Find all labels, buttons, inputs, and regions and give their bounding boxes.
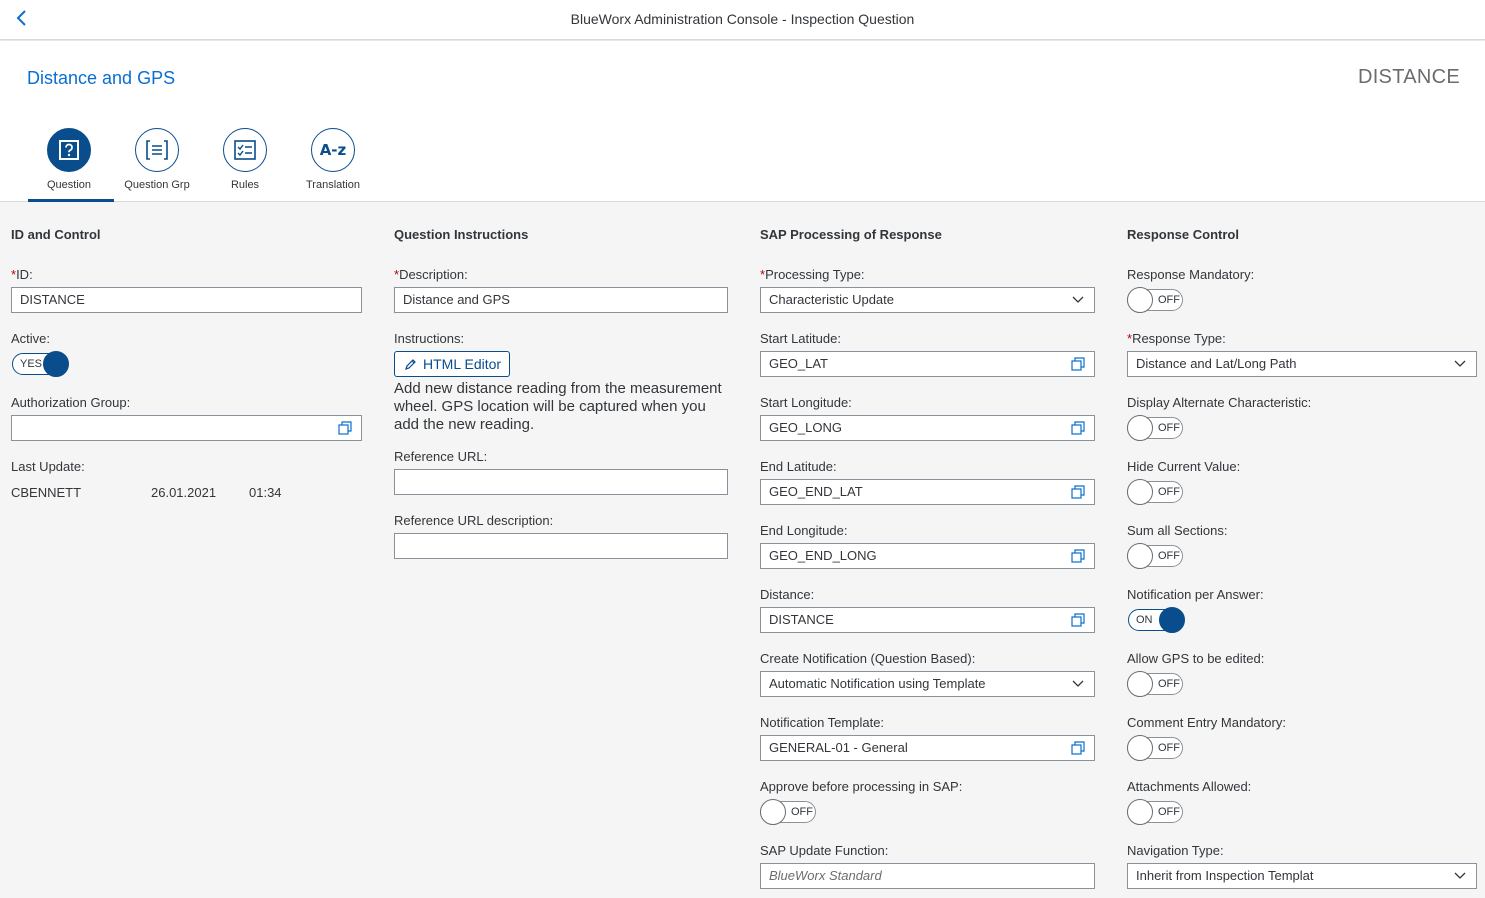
chevron-down-icon: [1454, 359, 1466, 369]
attachments-label: Attachments Allowed:: [1127, 779, 1252, 794]
start-latitude-field[interactable]: GEO_LAT: [760, 351, 1095, 377]
translation-icon: A-z: [311, 128, 355, 172]
end-longitude-field[interactable]: GEO_END_LONG: [760, 543, 1095, 569]
html-editor-button[interactable]: HTML Editor: [394, 351, 510, 377]
section-title: Response Control: [1127, 227, 1239, 242]
reference-url-field[interactable]: [394, 469, 728, 495]
update-function-field[interactable]: BlueWorx Standard: [760, 863, 1095, 889]
value-help-icon[interactable]: [1071, 421, 1085, 435]
reference-url-description-label: Reference URL description:: [394, 513, 554, 528]
hide-current-label: Hide Current Value:: [1127, 459, 1241, 474]
tab-rules[interactable]: [201, 128, 289, 202]
notification-per-answer-switch[interactable]: ON: [1128, 607, 1186, 633]
sum-sections-switch[interactable]: OFF: [1127, 543, 1185, 569]
tab-question-grp[interactable]: [113, 128, 201, 202]
response-type-select[interactable]: Distance and Lat/Long Path: [1127, 351, 1477, 377]
tab-active-indicator: [28, 199, 114, 202]
response-mandatory-switch[interactable]: OFF: [1127, 287, 1185, 313]
chevron-down-icon: [1072, 295, 1084, 305]
shell-bar: [0, 0, 1485, 40]
update-function-label: SAP Update Function:: [760, 843, 889, 858]
hide-current-switch[interactable]: OFF: [1127, 479, 1185, 505]
end-latitude-field[interactable]: GEO_END_LAT: [760, 479, 1095, 505]
section-title: ID and Control: [11, 227, 101, 242]
display-alternate-switch[interactable]: OFF: [1127, 415, 1185, 441]
instructions-label: Instructions:: [394, 331, 465, 346]
notification-per-answer-label: Notification per Answer:: [1127, 587, 1264, 602]
section-title: SAP Processing of Response: [760, 227, 942, 242]
reference-url-description-field[interactable]: [394, 533, 728, 559]
allow-gps-switch[interactable]: OFF: [1127, 671, 1185, 697]
chevron-down-icon: [1072, 679, 1084, 689]
active-label: Active:: [11, 331, 51, 346]
response-mandatory-label: Response Mandatory:: [1127, 267, 1255, 282]
create-notification-label: Create Notification (Question Based):: [760, 651, 976, 666]
object-id: DISTANCE: [1357, 66, 1460, 88]
processing-type-label: *Processing Type:: [760, 267, 865, 282]
processing-type-select[interactable]: Characteristic Update: [760, 287, 1095, 313]
page-title: Distance and GPS: [27, 68, 176, 88]
last-update-label: Last Update:: [11, 459, 85, 474]
last-update-time: 01:34: [249, 485, 282, 500]
approve-label: Approve before processing in SAP:: [760, 779, 963, 794]
distance-field[interactable]: DISTANCE: [760, 607, 1095, 633]
attachments-switch[interactable]: OFF: [1127, 799, 1185, 825]
section-title: Question Instructions: [394, 227, 529, 242]
start-longitude-field[interactable]: GEO_LONG: [760, 415, 1095, 441]
value-help-icon[interactable]: [1071, 613, 1085, 627]
description-field[interactable]: Distance and GPS: [394, 287, 728, 313]
display-alternate-label: Display Alternate Characteristic:: [1127, 395, 1312, 410]
comment-mandatory-label: Comment Entry Mandatory:: [1127, 715, 1286, 730]
create-notification-select[interactable]: Automatic Notification using Template: [760, 671, 1095, 697]
id-field[interactable]: DISTANCE: [11, 287, 362, 313]
auth-group-field[interactable]: [11, 415, 362, 441]
tab-label: Translation: [305, 179, 360, 191]
last-update-user: CBENNETT: [11, 485, 82, 500]
auth-group-label: Authorization Group:: [11, 395, 131, 410]
navigation-type-select[interactable]: Inherit from Inspection Templat: [1127, 863, 1477, 889]
tab-label: Rules: [230, 179, 260, 191]
tab-translation[interactable]: [289, 128, 377, 202]
comment-mandatory-switch[interactable]: OFF: [1127, 735, 1185, 761]
object-header: [0, 41, 1485, 202]
active-switch[interactable]: YES: [12, 351, 70, 377]
sum-sections-label: Sum all Sections:: [1127, 523, 1228, 538]
app-title: BlueWorx Administration Console - Inspection Question: [570, 11, 915, 27]
start-longitude-label: Start Longitude:: [760, 395, 852, 410]
notification-template-label: Notification Template:: [760, 715, 885, 730]
notification-template-field[interactable]: GENERAL-01 - General: [760, 735, 1095, 761]
response-type-label: *Response Type:: [1127, 331, 1226, 346]
start-latitude-label: Start Latitude:: [760, 331, 841, 346]
tab-label: Question: [46, 179, 92, 191]
end-longitude-label: End Longitude:: [760, 523, 848, 538]
value-help-icon[interactable]: [1071, 549, 1085, 563]
value-help-icon[interactable]: [1071, 357, 1085, 371]
navigation-type-label: Navigation Type:: [1127, 843, 1224, 858]
question-icon: [47, 128, 91, 172]
allow-gps-label: Allow GPS to be edited:: [1127, 651, 1265, 666]
description-label: *Description:: [394, 267, 468, 282]
approve-switch[interactable]: OFF: [760, 799, 818, 825]
id-label: *ID:: [11, 267, 33, 282]
pencil-icon: [404, 358, 417, 371]
tab-question[interactable]: [25, 128, 113, 202]
value-help-icon[interactable]: [1071, 485, 1085, 499]
chevron-down-icon: [1454, 871, 1466, 881]
value-help-icon[interactable]: [338, 421, 352, 435]
reference-url-label: Reference URL:: [394, 449, 488, 464]
distance-label: Distance:: [760, 587, 815, 602]
list-icon: [135, 128, 179, 172]
last-update-date: 26.01.2021: [151, 485, 217, 500]
tab-label: Question Grp: [124, 179, 190, 191]
instructions-text: Add new distance reading from the measurement wheel. GPS location will be captured when you add the new reading.: [394, 380, 722, 433]
checklist-icon: [223, 128, 267, 172]
end-latitude-label: End Latitude:: [760, 459, 837, 474]
value-help-icon[interactable]: [1071, 741, 1085, 755]
